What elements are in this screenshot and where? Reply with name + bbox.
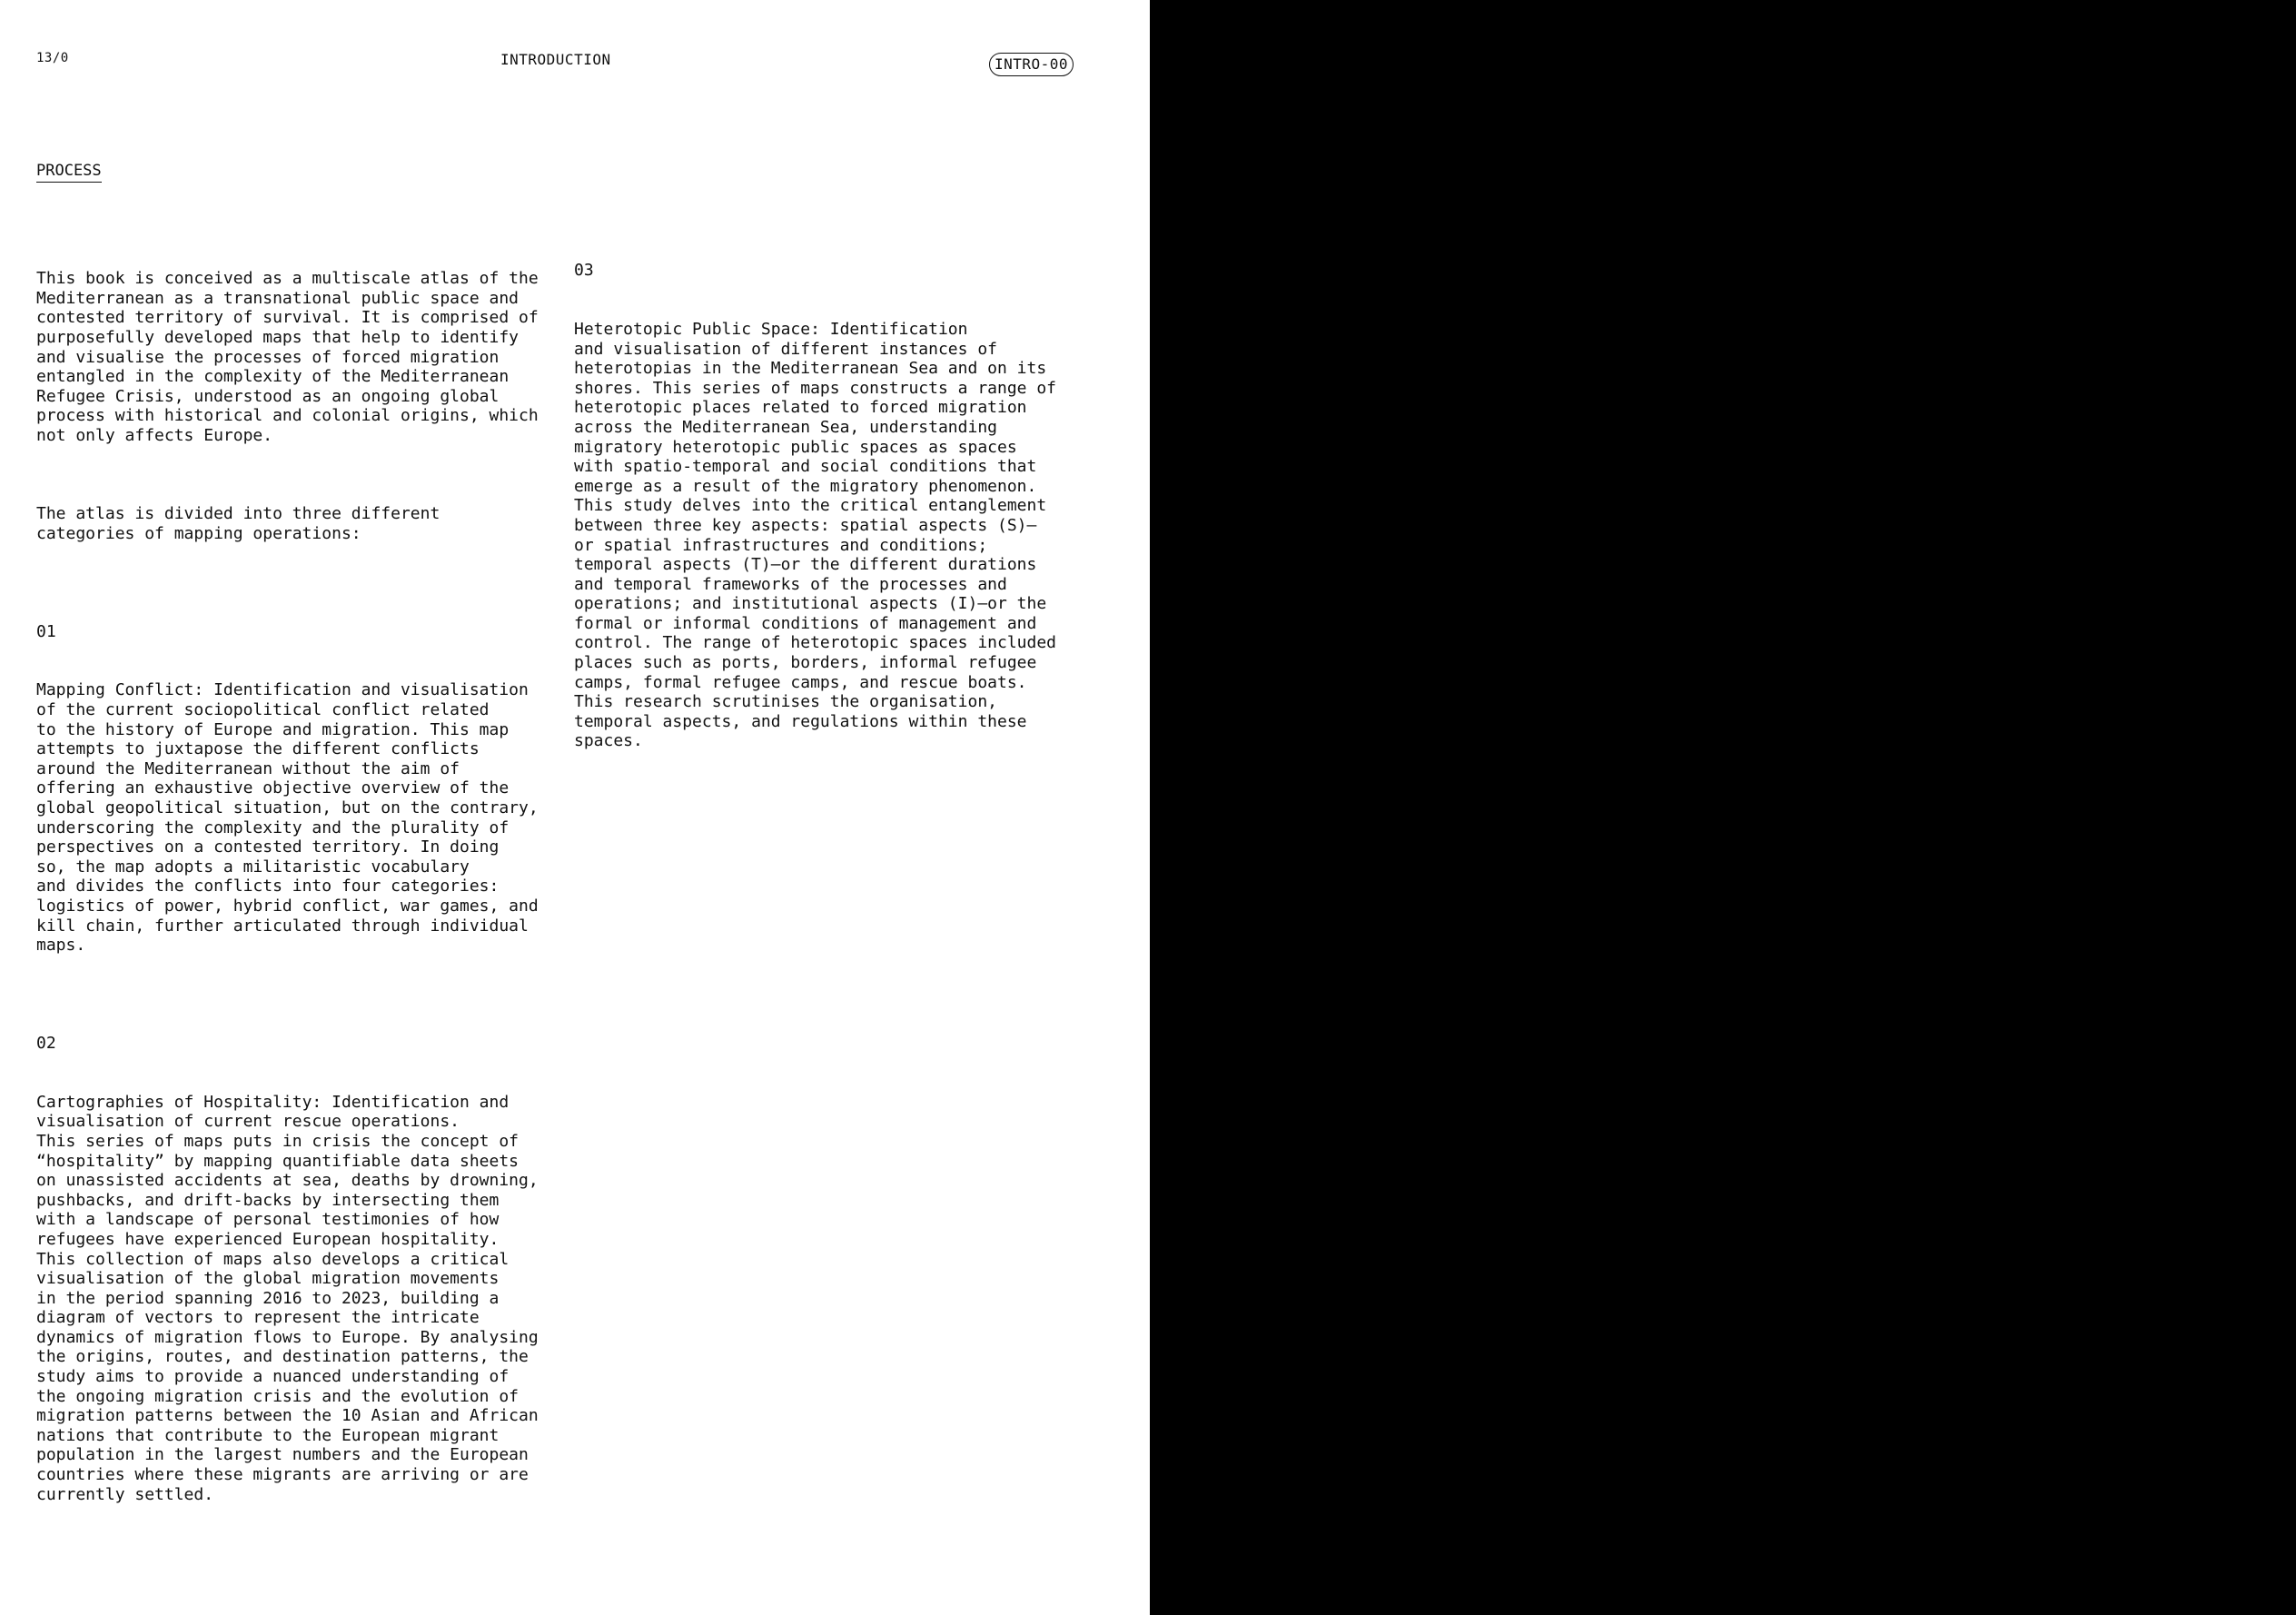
- section-01-text: Mapping Conflict: Identification and visualisation of the current sociopolitical conflict related to the history of Europe and migration. This map attempts to juxtapose the different conflicts around the Mediterranean without the aim of offering an exhaustive objective overview of the global geopolitical situation, but on the contrary, underscoring the complexity and the plurality of perspectives on a contested territory. In doing so, the map adopts a militaristic vocabulary and divides the conflicts into four categories: logistics of power, hybrid conflict, war games, and kill chain, further articulated through individual maps.: [36, 680, 539, 956]
- section-title: INTRODUCTION: [500, 51, 611, 68]
- categories-paragraph: The atlas is divided into three different categories of mapping operations:: [36, 504, 440, 543]
- section-03-text: Heterotopic Public Space: Identification and visualisation of different instances of heterotopias in the Mediterranean Sea and on its shores. This series of maps constructs a range of heterotopic places related to forced migration across the Mediterranean Sea, understanding migratory heterotopic public spaces as spaces with spatio-temporal and social conditions that emerge as a result of the migratory phenomenon. This study delves into the critical entanglement between three key aspects: spatial aspects (S)— or spatial infrastructures and conditions; temporal aspects (T)—or the different durations and temporal frameworks of the processes and operations; and institutional aspects (I)—or the formal or informal conditions of management and control. The range of heterotopic spaces included places such as ports, borders, informal refugee camps, formal refugee camps, and rescue boats. This research scrutinises the organisation, temporal aspects, and regulations within these spaces.: [574, 319, 1057, 751]
- section-02-text: Cartographies of Hospitality: Identification and visualisation of current rescue operations. This series of maps puts in crisis the concept of “hospitality” by mapping quantifiable data sheets on unassisted accidents at sea, deaths by drowning, pushbacks, and drift-backs by intersecting them with a landscape of personal testimonies of how refugees have experienced European hospitality. This collection of maps also develops a critical visualisation of the global migration movements in the period spanning 2016 to 2023, building a diagram of vectors to represent the intricate dynamics of migration flows to Europe. By analysing the origins, routes, and destination patterns, the study aims to provide a nuanced understanding of the ongoing migration crisis and the evolution of migration patterns between the 10 Asian and African nations that contribute to the European migrant population in the largest numbers and the European countries where these migrants are arriving or are currently settled.: [36, 1092, 539, 1504]
- headline-line: POLITICS,: [1406, 868, 2098, 1056]
- headline-line: EVENTS: [1460, 1170, 2044, 1358]
- text-column-1: [36, 230, 539, 1543]
- page-number: 13/0: [36, 51, 69, 65]
- headline-line: DATA ON: [1445, 567, 2059, 755]
- process-heading: PROCESS: [36, 162, 102, 183]
- poster-label: POSTER Nº02: [1697, 36, 1800, 54]
- intro-paragraph: This book is conceived as a multiscale atlas of the Mediterranean as a transnational public space and contested territory of survival. It is comprised of purposefully developed maps that help to identify and visualise the processes of forced migration entangled in the complexity of the Mediterranean Refugee Crisis, understood as an ongoing global process with historical and colonial origins, which not only affects Europe.: [36, 269, 539, 445]
- intro-tag: INTRO-00: [989, 53, 1074, 76]
- text-column-2: [574, 222, 1056, 790]
- take-me-with-you-label: TAKE ME WITH YOU: [1678, 1542, 1826, 1560]
- section-01-number: 01: [36, 621, 56, 641]
- section-03-number: 03: [574, 261, 594, 281]
- poster-headline: [1192, 567, 2296, 1358]
- headline-line: AND: [1597, 1019, 1907, 1207]
- headline-line: BODIES,: [1460, 718, 2044, 906]
- section-02-number: 02: [36, 1033, 56, 1053]
